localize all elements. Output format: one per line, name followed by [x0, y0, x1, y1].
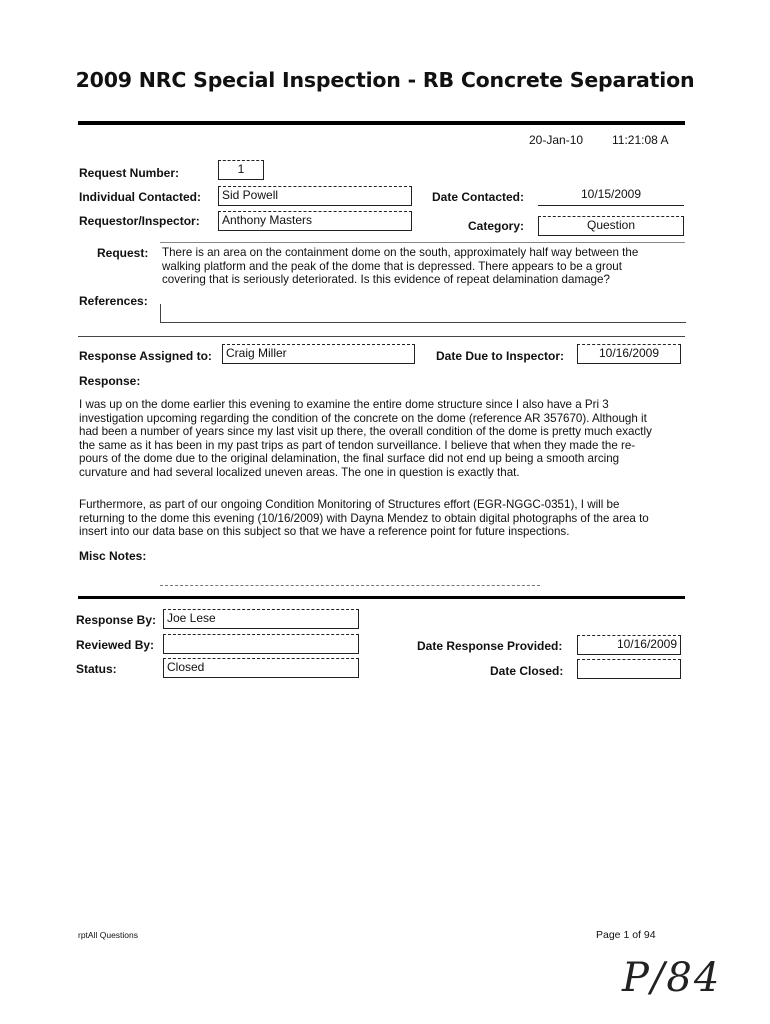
response-label: Response: — [79, 374, 141, 388]
response-paragraph-1 — [79, 398, 691, 480]
request-top-rule — [160, 242, 685, 243]
request-line: covering that is seriously deteriorated. Is this evidence of repeat delamination damage? — [162, 273, 610, 287]
response-by-label: Response By: — [76, 613, 157, 627]
category-label: Category: — [468, 219, 525, 233]
response-assigned-field[interactable]: Craig Miller — [222, 344, 415, 364]
request-line: There is an area on the containment dome on the south, approximately half way between the — [162, 246, 639, 259]
response-line: pours of the dome due to the original delamination, the final surface did not end up being a smooth arcing — [79, 452, 620, 466]
response-line: had been a number of years since my last visit up there, the overall condition of the dome is pretty much exactly — [79, 425, 652, 439]
individual-contacted-field[interactable]: Sid Powell — [218, 186, 412, 206]
response-line: curvature and had several localized uneven areas. The one in question is exactly that. — [79, 465, 520, 479]
misc-notes-field[interactable] — [160, 570, 540, 586]
references-field[interactable] — [160, 304, 686, 323]
response-line: the same as it has been in my past trips as part of tendon surveillance. I believe that when they made the re- — [79, 438, 636, 452]
response-line: I was up on the dome earlier this evening to examine the entire dome structure since I also have a Pri 3 — [79, 398, 609, 411]
references-label: References: — [79, 294, 148, 308]
top-rule — [78, 121, 685, 125]
reviewed-by-label: Reviewed By: — [76, 638, 155, 652]
date-contacted-field[interactable]: 10/15/2009 — [538, 186, 684, 206]
date-response-provided-label: Date Response Provided: — [417, 639, 563, 653]
requestor-field[interactable]: Anthony Masters — [218, 211, 412, 231]
individual-contacted-label: Individual Contacted: — [79, 190, 202, 204]
response-line: investigation upcoming regarding the condition of the concrete on the dome (reference AR 357670). Although it — [79, 411, 647, 425]
request-number-field[interactable]: 1 — [218, 160, 264, 180]
handwritten-page-annotation: P/84 — [622, 955, 722, 1001]
page-title: 2009 NRC Special Inspection - RB Concrete Separation — [75, 68, 695, 92]
category-field[interactable]: Question — [538, 216, 684, 236]
request-text — [162, 246, 687, 287]
response-line: insert into our data base on this subject so that we have a reference point for future inspections. — [79, 525, 570, 539]
response-line: returning to the dome this evening (10/16/2009) with Dayna Mendez to obtain digital photographs of the area to — [79, 511, 649, 525]
response-by-field[interactable]: Joe Lese — [163, 609, 359, 629]
request-number-label: Request Number: — [79, 166, 180, 180]
date-closed-field[interactable] — [577, 659, 681, 679]
date-closed-label: Date Closed: — [490, 664, 564, 678]
report-date: 20-Jan-10 — [529, 133, 584, 147]
request-line: walking platform and the peak of the dome that is depressed. There appears to be a grout — [162, 259, 622, 273]
requestor-label: Requestor/Inspector: — [79, 214, 200, 228]
date-response-provided-field[interactable]: 10/16/2009 — [577, 635, 681, 655]
status-label: Status: — [76, 662, 117, 676]
bottom-rule — [78, 596, 685, 599]
date-due-label: Date Due to Inspector: — [436, 349, 565, 363]
report-time: 11:21:08 A — [612, 133, 669, 147]
section-rule — [78, 336, 685, 337]
footer-page-number: Page 1 of 94 — [596, 929, 656, 941]
misc-notes-label: Misc Notes: — [79, 549, 147, 563]
response-paragraph-2 — [79, 498, 691, 539]
footer-report-name: rptAll Questions — [78, 930, 138, 940]
date-due-field[interactable]: 10/16/2009 — [577, 344, 681, 364]
request-label: Request: — [97, 246, 149, 260]
response-assigned-label: Response Assigned to: — [79, 349, 212, 363]
misc-notes-underline — [160, 585, 540, 586]
reviewed-by-field[interactable] — [163, 634, 359, 654]
response-line: Furthermore, as part of our ongoing Condition Monitoring of Structures effort (EGR-NGGC-0351), I will be — [79, 498, 620, 511]
status-field[interactable]: Closed — [163, 658, 359, 678]
date-contacted-label: Date Contacted: — [432, 190, 525, 204]
